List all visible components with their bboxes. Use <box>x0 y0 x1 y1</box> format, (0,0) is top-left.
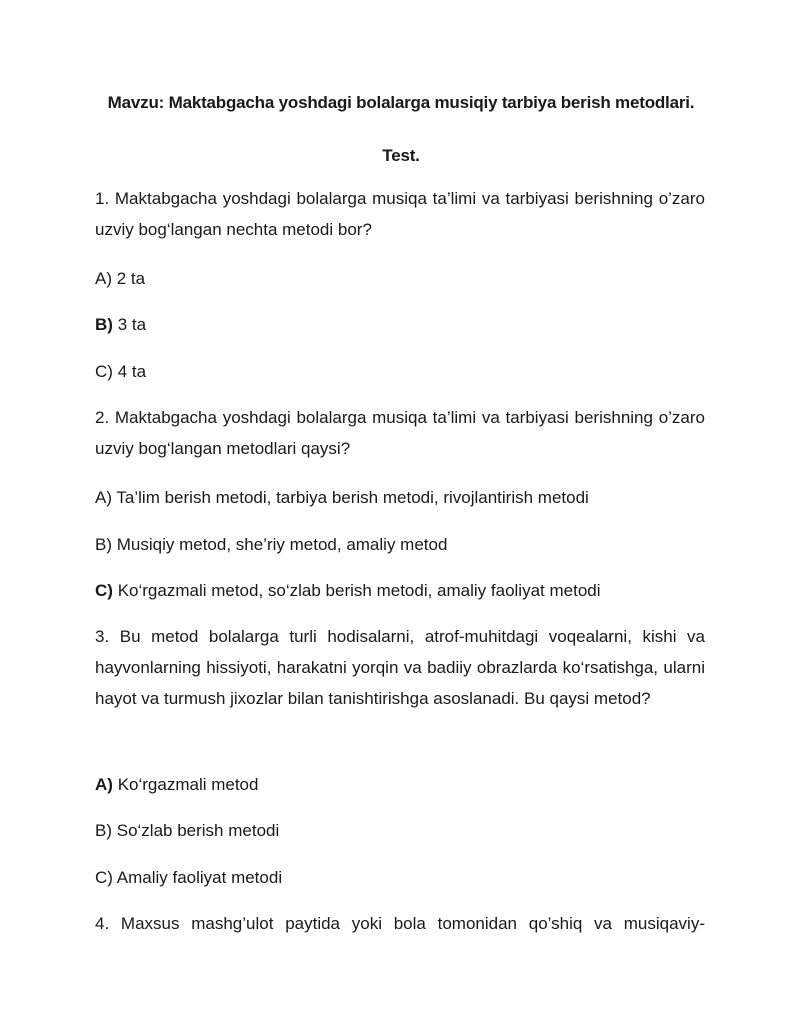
option-letter-correct: A) <box>95 775 113 794</box>
question-3-option-c <box>95 867 282 889</box>
topic-heading: Mavzu: Maktabgacha yoshdagi bolalarga musiqiy tarbiya berish metodlari. <box>107 93 695 112</box>
option-letter-correct: B) <box>95 315 113 334</box>
option-text: 4 ta <box>117 362 147 381</box>
question-1-option-c <box>95 361 146 383</box>
question-2-text: 2. Maktabgacha yoshdagi bolalarga musiqa ta’limi va tarbiyasi berishning o’zaro uzviy bog‘langan metodlari qaysi? <box>95 408 705 458</box>
option-text: Ko‘rgazmali metod, so‘zlab berish metodi, amaliy faoliyat metodi <box>117 581 601 600</box>
question-1-option-a <box>95 268 145 290</box>
question-3-text: 3. Bu metod bolalarga turli hodisalarni, atrof-muhitdagi voqealarni, kishi va hayvonlarning hissiyoti, harakatni yorqin va badiiy obrazlarda ko‘rsatishga, ularni hayot va turmush jixozlar bilan tanishtirishga asoslanadi. Bu qaysi metod? <box>95 627 705 708</box>
option-text: Musiqiy metod, she’riy metod, amaliy metod <box>116 535 448 554</box>
question-2-option-c <box>95 580 601 602</box>
test-heading: Test. <box>382 146 420 165</box>
option-letter: C) <box>95 868 113 887</box>
question-4-text: 4. Maxsus mashg’ulot paytida yoki bola tomonidan qo’shiq va musiqaviy- <box>95 914 705 933</box>
question-2-option-a <box>95 487 589 509</box>
option-text: 2 ta <box>116 269 146 288</box>
question-3-option-a <box>95 774 258 796</box>
option-text: 3 ta <box>117 315 147 334</box>
option-letter: B) <box>95 535 112 554</box>
question-3-option-b <box>95 820 279 842</box>
option-text: Ko‘rgazmali metod <box>117 775 259 794</box>
option-letter: C) <box>95 362 113 381</box>
option-letter: A) <box>95 488 112 507</box>
question-2-option-b <box>95 534 447 556</box>
option-letter-correct: C) <box>95 581 113 600</box>
option-letter: B) <box>95 821 112 840</box>
option-text: So‘zlab berish metodi <box>116 821 280 840</box>
option-letter: A) <box>95 269 112 288</box>
option-text: Ta’lim berish metodi, tarbiya berish metodi, rivojlantirish metodi <box>116 488 589 507</box>
question-1-text: 1. Maktabgacha yoshdagi bolalarga musiqa ta’limi va tarbiyasi berishning o’zaro uzviy bog‘langan nechta metodi bor? <box>95 189 705 239</box>
question-1-option-b <box>95 314 146 336</box>
option-text: Amaliy faoliyat metodi <box>116 868 283 887</box>
